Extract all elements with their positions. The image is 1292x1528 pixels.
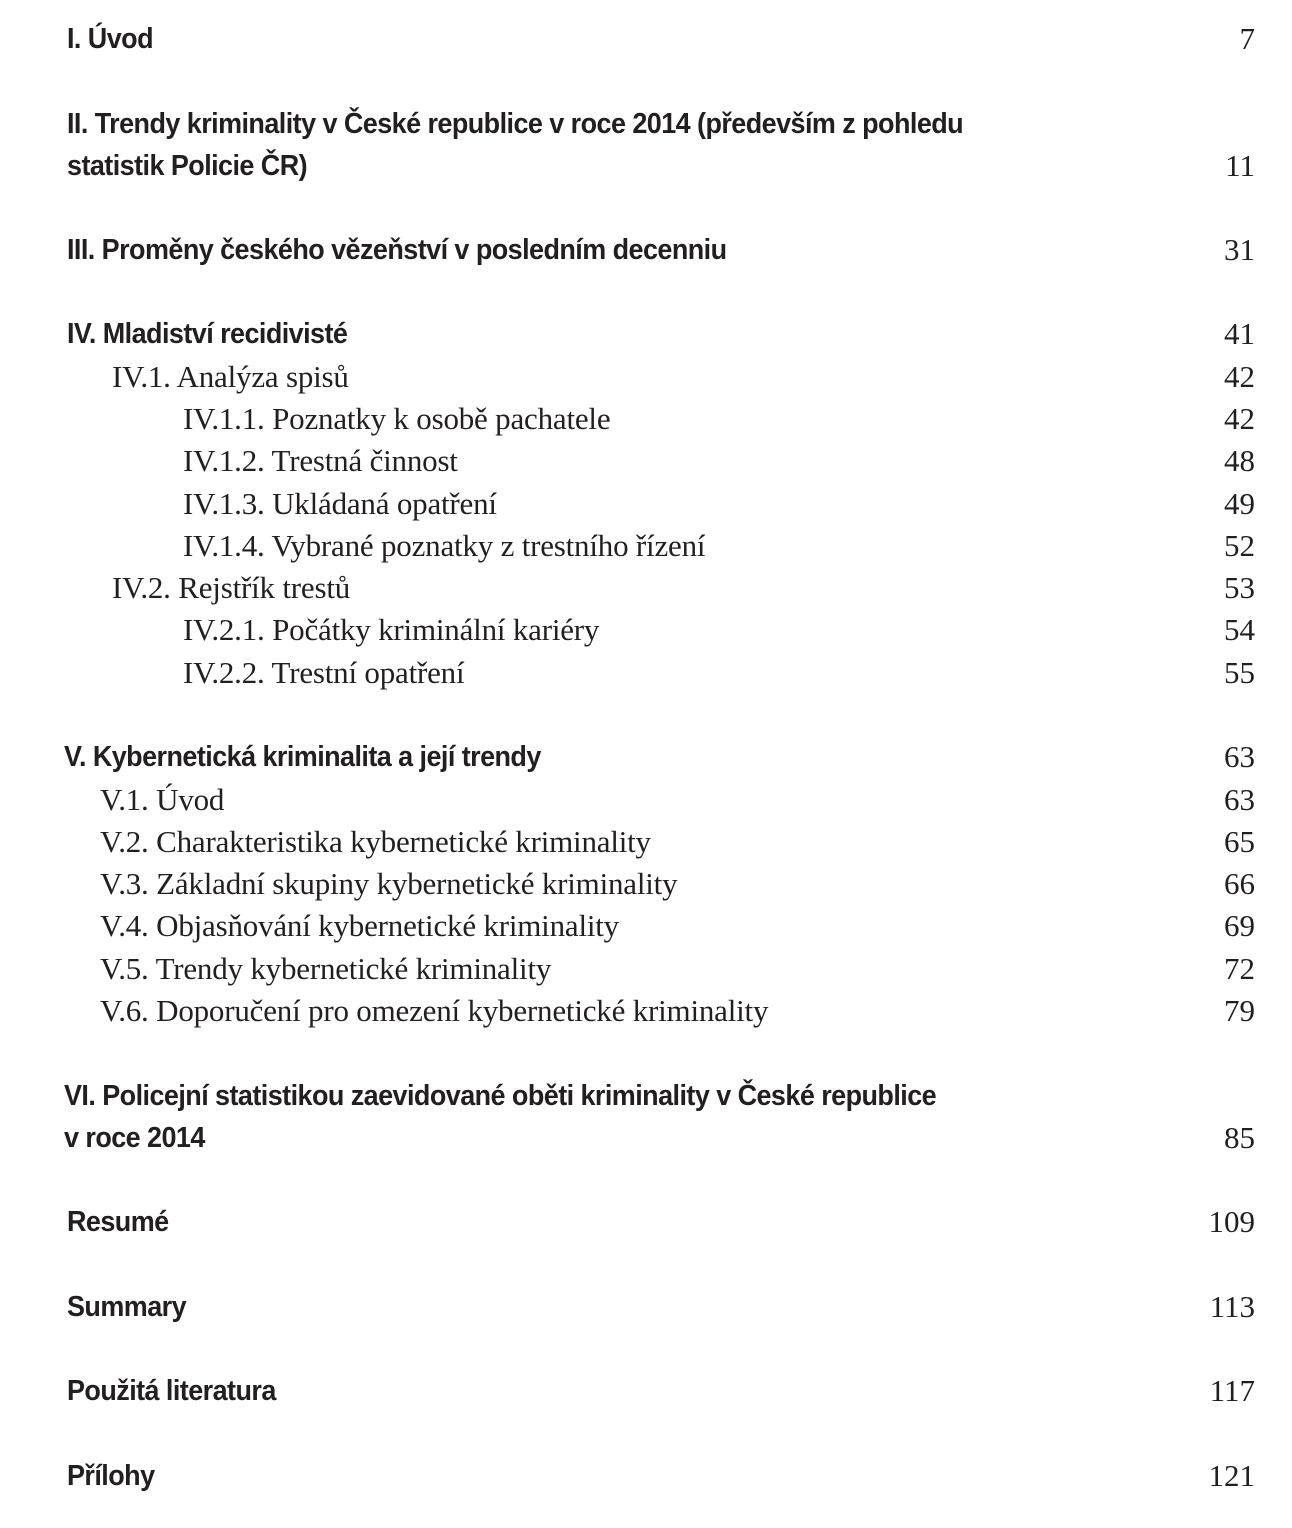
toc-entry-page: 11 [1225, 148, 1255, 183]
toc-entry-chapter-1[interactable] [0, 18, 1292, 60]
toc-entry-title: V.1. Úvod [100, 782, 225, 817]
toc-entry-section-4-2[interactable] [0, 567, 1292, 609]
toc-entry-page: 49 [1224, 486, 1255, 521]
toc-entry-title: I. Úvod [67, 23, 154, 55]
toc-entry-section-5-2[interactable] [0, 821, 1292, 863]
toc-entry-page: 79 [1224, 993, 1255, 1028]
toc-entry-title: V. Kybernetická kriminalita a její trendy [64, 741, 541, 773]
toc-entry-page: 54 [1224, 612, 1255, 647]
toc-entry-chapter-3[interactable] [0, 229, 1292, 271]
toc-entry-title: V.5. Trendy kybernetické kriminality [100, 951, 552, 986]
toc-entry-title-continuation: v roce 2014 [64, 1122, 205, 1154]
toc-entry-title: IV.2.1. Počátky kriminální kariéry [183, 612, 600, 647]
toc-entry-subsection-4-1-3[interactable] [0, 483, 1292, 525]
toc-entry-title: V.6. Doporučení pro omezení kybernetické kriminality [100, 993, 769, 1028]
toc-entry-chapter-6-line-2[interactable] [0, 1117, 1292, 1159]
toc-entry-resume[interactable] [0, 1201, 1292, 1243]
toc-entry-appendices[interactable] [0, 1455, 1292, 1497]
toc-entry-title: IV.1.1. Poznatky k osobě pachatele [183, 401, 611, 436]
toc-entry-section-5-6[interactable] [0, 990, 1292, 1032]
toc-entry-title: IV.1.2. Trestná činnost [183, 443, 458, 478]
toc-entry-subsection-4-1-2[interactable] [0, 440, 1292, 482]
toc-entry-title: Summary [67, 1291, 187, 1323]
toc-entry-page: 65 [1224, 824, 1255, 859]
toc-entry-title: IV.1.4. Vybrané poznatky z trestního řízení [183, 528, 706, 563]
toc-entry-chapter-4[interactable] [0, 313, 1292, 355]
toc-entry-page: 85 [1224, 1120, 1255, 1155]
toc-entry-page: 52 [1224, 528, 1255, 563]
toc-entry-section-5-1[interactable] [0, 779, 1292, 821]
toc-entry-title: Resumé [67, 1206, 169, 1238]
toc-entry-page: 53 [1224, 570, 1255, 605]
toc-entry-title: Použitá literatura [67, 1375, 276, 1407]
toc-entry-page: 48 [1224, 443, 1255, 478]
toc-entry-title-continuation: statistik Policie ČR) [67, 150, 308, 182]
toc-entry-title: III. Proměny českého vězeňství v posledním decenniu [67, 234, 727, 266]
toc-entry-subsection-4-1-1[interactable] [0, 398, 1292, 440]
toc-entry-title: Přílohy [67, 1460, 155, 1492]
toc-entry-chapter-2-line-2[interactable] [0, 145, 1292, 187]
toc-entry-title: IV.1. Analýza spisů [112, 359, 349, 394]
toc-entry-title: IV.2. Rejstřík trestů [112, 570, 351, 605]
toc-entry-title: V.2. Charakteristika kybernetické kriminality [100, 824, 651, 859]
toc-entry-chapter-2-line-1[interactable] [0, 103, 1292, 145]
toc-entry-page: 42 [1224, 401, 1255, 436]
toc-entry-title: V.4. Objasňování kybernetické kriminality [100, 908, 619, 943]
toc-entry-page: 63 [1224, 782, 1255, 817]
toc-entry-subsection-4-2-1[interactable] [0, 609, 1292, 651]
toc-entry-page: 31 [1224, 232, 1255, 267]
toc-entry-page: 42 [1224, 359, 1255, 394]
toc-entry-subsection-4-2-2[interactable] [0, 652, 1292, 694]
toc-entry-title: IV.1.3. Ukládaná opatření [183, 486, 497, 521]
toc-entry-page: 72 [1224, 951, 1255, 986]
toc-entry-section-5-3[interactable] [0, 863, 1292, 905]
toc-entry-page: 121 [1208, 1458, 1255, 1493]
toc-entry-title: IV. Mladiství recidivisté [67, 318, 348, 350]
toc-entry-page: 63 [1224, 739, 1255, 774]
toc-entry-page: 55 [1224, 655, 1255, 690]
toc-entry-subsection-4-1-4[interactable] [0, 525, 1292, 567]
toc-entry-page: 109 [1208, 1204, 1255, 1239]
toc-entry-page: 117 [1209, 1373, 1255, 1408]
toc-entry-literature[interactable] [0, 1370, 1292, 1412]
toc-entry-title: V.3. Základní skupiny kybernetické kriminality [100, 866, 678, 901]
toc-entry-page: 41 [1224, 316, 1255, 351]
toc-entry-page: 113 [1209, 1289, 1255, 1324]
toc-entry-section-4-1[interactable] [0, 356, 1292, 398]
toc-entry-title: VI. Policejní statistikou zaevidované oběti kriminality v České republice [64, 1080, 937, 1112]
toc-entry-title: IV.2.2. Trestní opatření [183, 655, 465, 690]
toc-entry-chapter-5[interactable] [0, 736, 1292, 778]
toc-entry-page: 66 [1224, 866, 1255, 901]
toc-entry-chapter-6-line-1[interactable] [0, 1075, 1292, 1117]
toc-entry-page: 69 [1224, 908, 1255, 943]
toc-entry-section-5-4[interactable] [0, 905, 1292, 947]
toc-entry-page: 7 [1239, 21, 1255, 56]
toc-entry-summary[interactable] [0, 1286, 1292, 1328]
toc-entry-title: II. Trendy kriminality v České republice v roce 2014 (především z pohledu [67, 108, 964, 140]
toc-entry-section-5-5[interactable] [0, 948, 1292, 990]
